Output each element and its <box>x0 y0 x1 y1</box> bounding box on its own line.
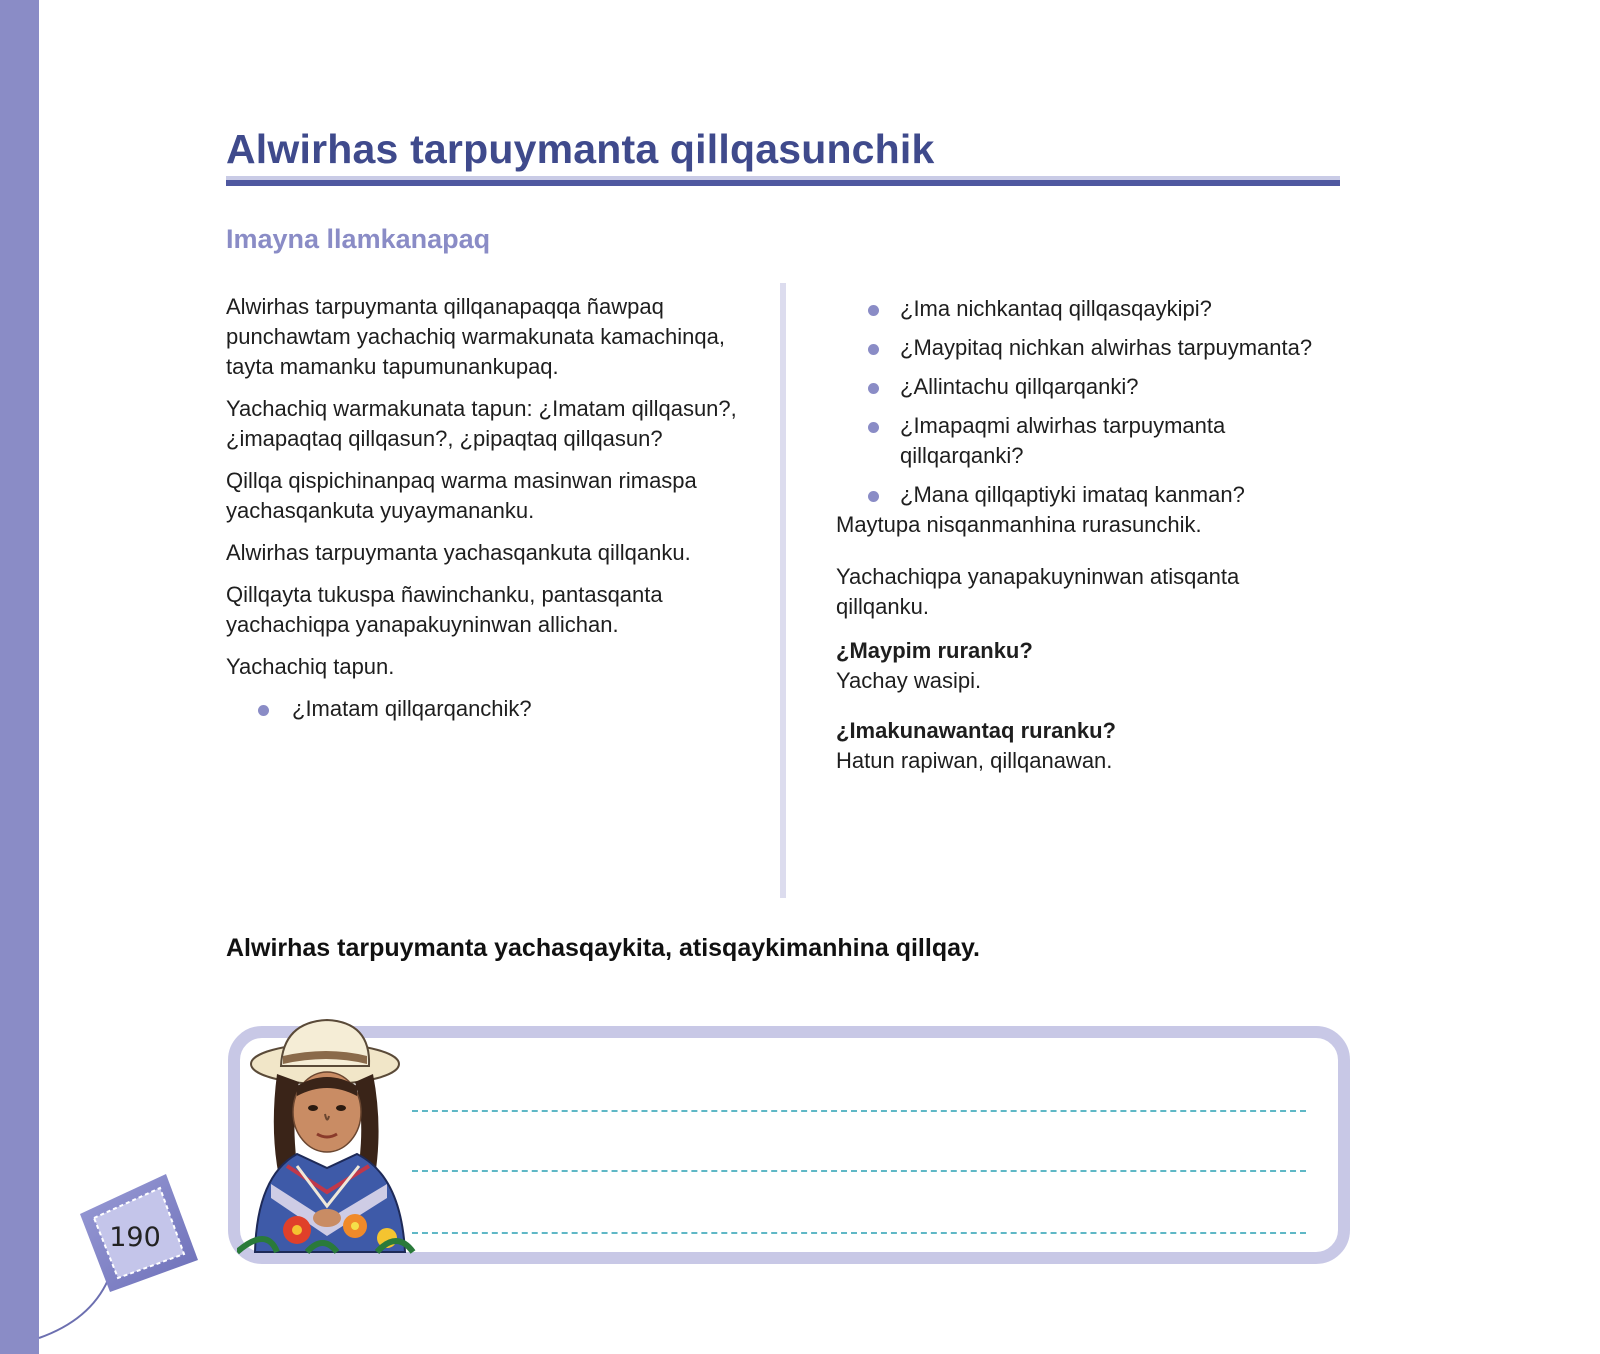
left-column <box>226 292 746 724</box>
bullet-dot-icon <box>868 305 879 316</box>
left-paragraph-5: Qillqayta tukuspa ñawinchanku, pantasqanta yachachiqpa yanapakuyninwan allichan. <box>226 582 663 637</box>
page-number: 190 <box>109 1222 161 1253</box>
left-paragraph-2: Yachachiq warmakunata tapun: ¿Imatam qillqasun?, ¿imapaqtaq qillqasun?, ¿pipaqtaq qillqasun? <box>226 396 737 451</box>
bullet-dot-icon <box>868 344 879 355</box>
girl-with-hat-illustration <box>237 1016 427 1256</box>
question-where: ¿Maypim ruranku? <box>836 638 1033 663</box>
left-paragraph-3: Qillqa qispichinanpaq warma masinwan rimaspa yachasqankuta yuyaymananku. <box>226 468 697 523</box>
left-paragraph-1: Alwirhas tarpuymanta qillqanapaqqa ñawpaq punchawtam yachachiq warmakunata kamachinqa, tayta mamanku tapumunankupaq. <box>226 294 725 379</box>
right-question-list <box>836 294 1336 510</box>
writing-line-1[interactable] <box>412 1110 1306 1112</box>
list-item-text: ¿Ima nichkantaq qillqasqaykipi? <box>900 296 1212 321</box>
left-paragraph-4: Alwirhas tarpuymanta yachasqankuta qillqanku. <box>226 540 691 565</box>
left-paragraph-6: Yachachiq tapun. <box>226 654 395 679</box>
bullet-dot-icon <box>868 491 879 502</box>
section-subtitle: Imayna llamkanapaq <box>226 224 491 254</box>
list-item <box>836 294 1336 324</box>
list-item <box>226 694 746 724</box>
column-divider <box>780 283 786 898</box>
kite-string <box>0 0 200 1354</box>
right-column <box>836 294 1336 776</box>
bullet-dot-icon <box>868 383 879 394</box>
page-title: Alwirhas tarpuymanta qillqasunchik <box>226 126 935 172</box>
writing-line-3[interactable] <box>412 1232 1306 1234</box>
list-item <box>836 411 1336 471</box>
list-item-text: ¿Imatam qillqarqanchik? <box>292 696 532 721</box>
writing-line-2[interactable] <box>412 1170 1306 1172</box>
bullet-dot-icon <box>258 705 269 716</box>
list-item <box>836 480 1336 510</box>
list-item-text: ¿Imapaqmi alwirhas tarpuymanta qillqarqanki? <box>900 413 1226 468</box>
question-with-what: ¿Imakunawantaq ruranku? <box>836 718 1116 743</box>
answer-with-what: Hatun rapiwan, qillqanawan. <box>836 748 1113 773</box>
title-underline <box>226 176 1340 186</box>
list-item-text: ¿Mana qillqaptiyki imataq kanman? <box>900 482 1245 507</box>
writing-instruction: Alwirhas tarpuymanta yachasqaykita, atisqaykimanhina qillqay. <box>226 934 980 962</box>
answer-where: Yachay wasipi. <box>836 668 982 693</box>
list-item-text: ¿Allintachu qillqarqanki? <box>900 374 1139 399</box>
left-question-list <box>226 694 746 724</box>
bullet-dot-icon <box>868 422 879 433</box>
list-item <box>836 333 1336 363</box>
right-after-list: Maytupa nisqanmanhina rurasunchik. <box>836 512 1202 537</box>
list-item <box>836 372 1336 402</box>
right-paragraph: Yachachiqpa yanapakuyninwan atisqanta qillqanku. <box>836 564 1240 619</box>
list-item-text: ¿Maypitaq nichkan alwirhas tarpuymanta? <box>900 335 1313 360</box>
